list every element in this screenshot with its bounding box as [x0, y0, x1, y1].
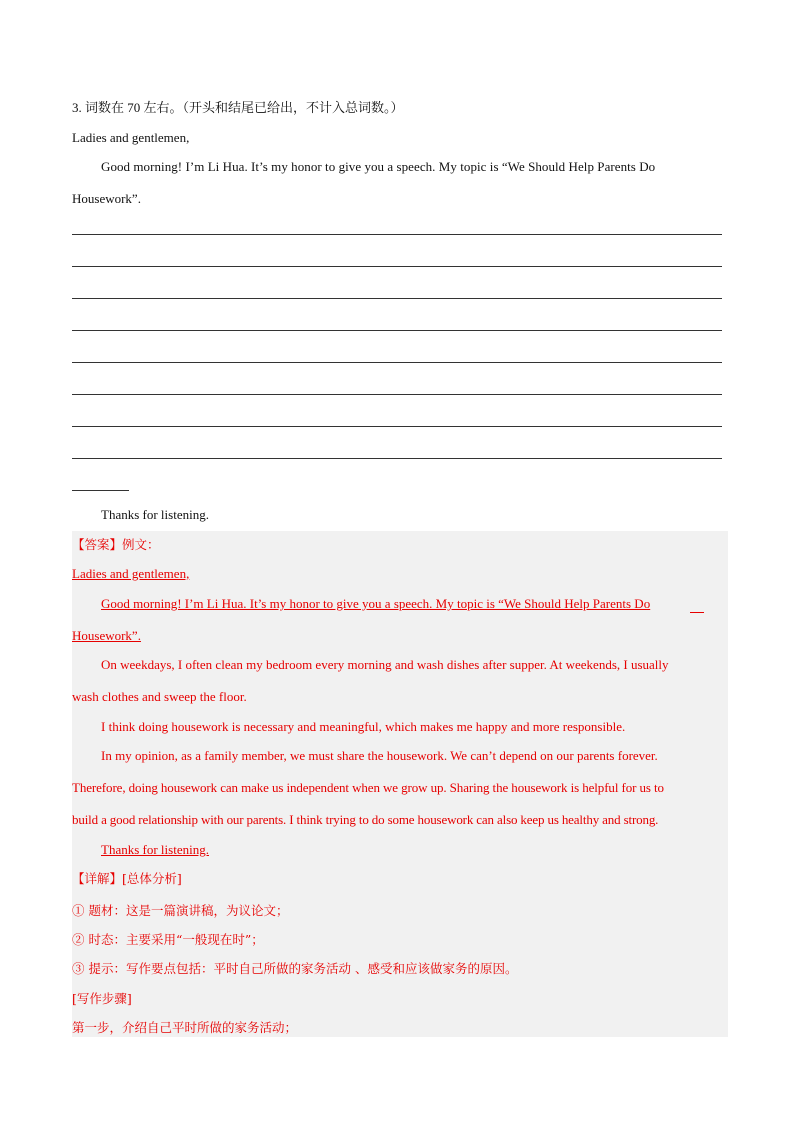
writing-line-short: [72, 490, 129, 491]
writing-steps-label: [写作步骤]: [72, 991, 132, 1006]
answer-paragraph-1-line-1: On weekdays, I often clean my bedroom every morning and wash dishes after supper. At weekends, I usually: [101, 657, 669, 672]
analysis-item-3: ③ 提示：写作要点包括：平时自己所做的家务活动 、感受和应该做家务的原因。: [72, 961, 518, 976]
answer-paragraph-1-line-2: wash clothes and sweep the floor.: [72, 689, 247, 704]
question-opening-line-1: Good morning! I’m Li Hua. It’s my honor to give you a speech. My topic is “We Should Help Parents Do: [101, 159, 656, 174]
answer-opening-line-2: Housework”.: [72, 628, 141, 643]
answer-paragraph-2-line-1: I think doing housework is necessary and meaningful, which makes me happy and more responsible.: [101, 719, 626, 734]
question-greeting: Ladies and gentlemen,: [72, 130, 190, 145]
answer-greeting: Ladies and gentlemen,: [72, 566, 190, 581]
analysis-label: 【详解】[总体分析]: [72, 871, 182, 886]
question-requirement: 3. 词数在 70 左右。（开头和结尾已给出，不计入总词数。）: [72, 100, 404, 115]
writing-step-1: 第一步，介绍自己平时所做的家务活动；: [72, 1020, 298, 1035]
writing-line: [72, 266, 722, 267]
answer-paragraph-3-line-2: Therefore, doing housework can make us independent when we grow up. Sharing the housework is helpful for us to: [72, 780, 664, 795]
writing-line: [72, 362, 722, 363]
answer-opening-line-1: Good morning! I’m Li Hua. It’s my honor to give you a speech. My topic is “We Should Help Parents Do: [101, 596, 651, 611]
writing-line: [72, 234, 722, 235]
writing-line: [72, 298, 722, 299]
answer-label: 【答案】例文：: [72, 537, 160, 552]
answer-underline-extension: [690, 612, 704, 613]
writing-line: [72, 330, 722, 331]
analysis-item-2: ② 时态：主要采用“一般现在时”；: [72, 932, 264, 947]
question-opening-line-2: Housework”.: [72, 191, 141, 206]
writing-line: [72, 458, 722, 459]
answer-paragraph-3-line-3: build a good relationship with our parents. I think trying to do some housework can also keep us healthy and strong.: [72, 812, 659, 827]
answer-closing: Thanks for listening.: [101, 842, 209, 857]
writing-line: [72, 426, 722, 427]
question-closing: Thanks for listening.: [101, 507, 209, 522]
writing-line: [72, 394, 722, 395]
answer-paragraph-3-line-1: In my opinion, as a family member, we must share the housework. We can’t depend on our parents forever.: [101, 748, 658, 763]
analysis-item-1: ① 题材：这是一篇演讲稿，为议论文；: [72, 903, 289, 918]
